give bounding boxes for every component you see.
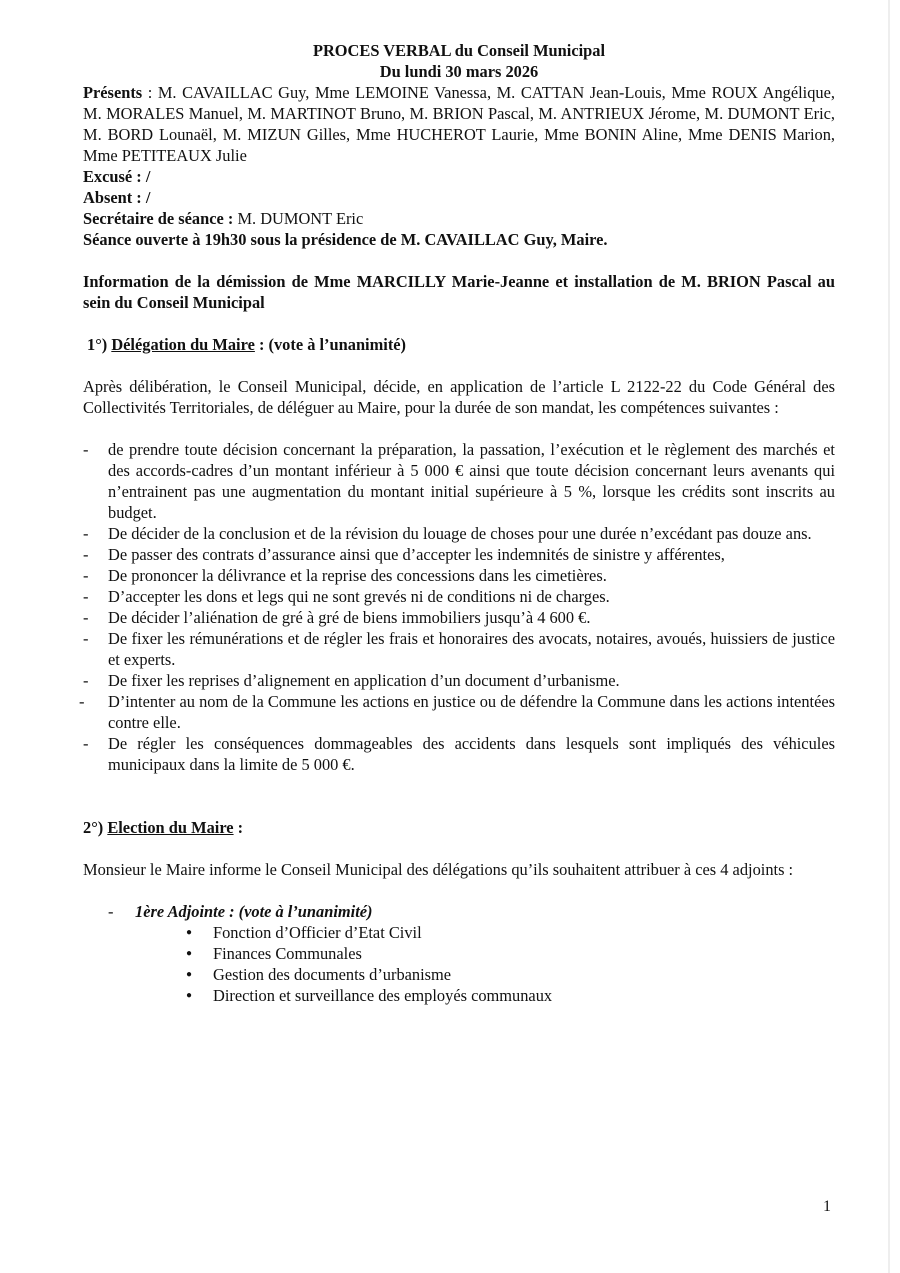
secretaire-label: Secrétaire de séance : [83,209,234,228]
secretaire-value: M. DUMONT Eric [233,209,364,228]
section1-heading: 1°) Délégation du Maire : (vote à l’unanimité) [87,335,407,354]
list-item: - de prendre toute décision concernant la préparation, la passation, l’exécution et le règlement des marchés et des accords-cadres d’un montant inférieur à 5 000 € ainsi que toute décision concernant leurs avenants qui n’entrainent pas une augmentation du montant initial supérieure à 5 %, lorsque les crédits sont inscrits au budget. [83,439,835,523]
document-title: PROCES VERBAL du Conseil Municipal [312,41,606,60]
list-item: - De décider l’aliénation de gré à gré de biens immobiliers jusqu’à 4 600 €. [83,607,835,628]
presents-list: : M. CAVAILLAC Guy, Mme LEMOINE Vanessa, M. CATTAN Jean-Louis, Mme ROUX Angélique, M. MORALES Manuel, M. MARTINOT Bruno, M. BRION Pascal, M. ANTRIEUX Jérome, M. DUMONT Eric, M. BORD Lounaël, M. MIZUN Gilles, Mme HUCHEROT Laurie, Mme BONIN Aline, Mme DENIS Marion, Mme PETITEAUX Julie [83,83,835,165]
list-item: ● Direction et surveillance des employés communaux [213,985,835,1006]
absent-line: Absent : / [83,188,151,207]
secretaire-line [83,208,835,229]
document-page [83,40,835,1006]
excuse-line: Excusé : / [83,167,151,186]
list-item: - De régler les conséquences dommageables des accidents dans lesquels sont impliqués des véhicules municipaux dans la limite de 5 000 €. [83,733,835,775]
list-item: ● Gestion des documents d’urbanisme [213,964,835,985]
page-number: 1 [823,1198,831,1215]
document-date: Du lundi 30 mars 2026 [379,62,539,81]
list-item: - D’intenter au nom de la Commune les actions en justice ou de défendre la Commune dans les actions intentées contre elle. [83,691,835,733]
list-item: - De fixer les reprises d’alignement en application d’un document d’urbanisme. [83,670,835,691]
section1-intro: Après délibération, le Conseil Municipal, décide, en application de l’article L 2122-22 du Code Général des Collectivités Territoriales, de déléguer au Maire, pour la durée de son mandat, les compétences suivantes : [83,377,835,417]
section1-vote: : (vote à l’unanimité) [254,335,407,354]
page-edge-shadow [888,0,890,1273]
list-item: - De passer des contrats d’assurance ainsi que d’accepter les indemnités de sinistre y afférentes, [83,544,835,565]
section2-intro: Monsieur le Maire informe le Conseil Municipal des délégations qu’ils souhaitent attribuer à ces 4 adjoints : [83,860,794,879]
adjointe-title: - 1ère Adjointe : (vote à l’unanimité) [83,901,835,922]
adjointe-duties-list [83,922,835,1006]
list-item: - De fixer les rémunérations et de régler les frais et honoraires des avocats, notaires, avoués, huissiers de justice et experts. [83,628,835,670]
list-item: - De décider de la conclusion et de la révision du louage de choses pour une durée n’excédant pas douze ans. [83,523,835,544]
section2-heading: 2°) Election du Maire : [83,818,244,837]
presents-label: Présents [83,83,143,102]
list-item: ● Finances Communales [213,943,835,964]
section2-title: Election du Maire [107,818,234,837]
list-item: - De prononcer la délivrance et la reprise des concessions dans les cimetières. [83,565,835,586]
presents-paragraph [83,82,835,166]
seance-line: Séance ouverte à 19h30 sous la présidence de M. CAVAILLAC Guy, Maire. [83,230,608,249]
section1-title: Délégation du Maire [111,335,255,354]
list-item: ● Fonction d’Officier d’Etat Civil [213,922,835,943]
information-heading: Information de la démission de Mme MARCILLY Marie-Jeanne et installation de M. BRION Pascal au sein du Conseil Municipal [83,272,835,312]
list-item: - D’accepter les dons et legs qui ne sont grevés ni de conditions ni de charges. [83,586,835,607]
delegation-list [83,439,835,775]
